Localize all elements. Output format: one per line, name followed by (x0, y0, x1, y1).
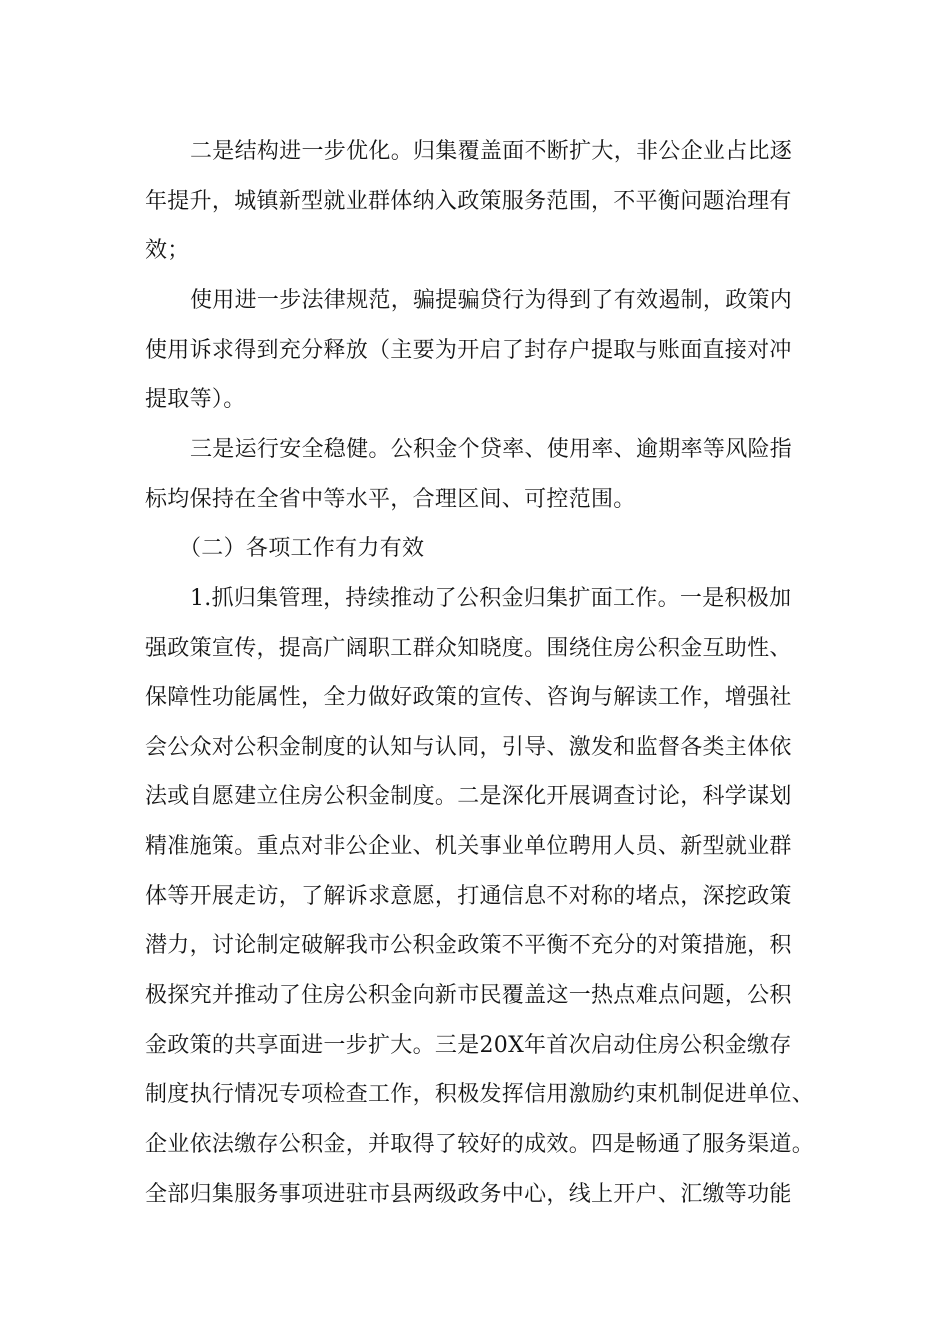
paragraph-line: 强政策宣传，提高广阔职工群众知晓度。围绕住房公积金互助性、 (145, 636, 792, 661)
section-heading: （二）各项工作有力有效 (179, 536, 425, 561)
paragraph-line: 全部归集服务事项进驻市县两级政务中心，线上开户、汇缴等功能 (145, 1182, 792, 1207)
paragraph-line: 企业依法缴存公积金，并取得了较好的成效。四是畅通了服务渠道。 (145, 1132, 815, 1157)
paragraph-line: 精准施策。重点对非公企业、机关事业单位聘用人员、新型就业群 (145, 834, 792, 859)
paragraph-line: 体等开展走访，了解诉求意愿，打通信息不对称的堵点，深挖政策 (145, 884, 792, 909)
paragraph-line: 保障性功能属性，全力做好政策的宣传、咨询与解读工作，增强社 (145, 685, 792, 710)
paragraph-line: 金政策的共享面进一步扩大。三是20X年首次启动住房公积金缴存 (145, 1033, 792, 1058)
paragraph-line: 极探究并推动了住房公积金向新市民覆盖这一热点难点问题，公积 (145, 983, 792, 1008)
paragraph-line: 法或自愿建立住房公积金制度。二是深化开展调查讨论，科学谋划 (145, 784, 792, 809)
paragraph-line: 标均保持在全省中等水平，合理区间、可控范围。 (145, 487, 636, 512)
paragraph-line: 1.抓归集管理，持续推动了公积金归集扩面工作。一是积极加 (190, 586, 792, 611)
paragraph-line: 会公众对公积金制度的认知与认同，引导、激发和监督各类主体依 (145, 735, 792, 760)
paragraph-line: 使用诉求得到充分释放（主要为开启了封存户提取与账面直接对冲 (145, 338, 792, 363)
paragraph-line: 使用进一步法律规范，骗提骗贷行为得到了有效遏制，政策内 (190, 288, 793, 313)
paragraph-line: 提取等）。 (145, 387, 246, 412)
paragraph-line: 年提升，城镇新型就业群体纳入政策服务范围，不平衡问题治理有 (145, 189, 792, 214)
paragraph-line: 三是运行安全稳健。公积金个贷率、使用率、逾期率等风险指 (190, 437, 793, 462)
paragraph-line: 制度执行情况专项检查工作，积极发挥信用激励约束机制促进单位、 (145, 1082, 815, 1107)
paragraph-line: 效； (145, 238, 190, 263)
paragraph-line: 二是结构进一步优化。归集覆盖面不断扩大，非公企业占比逐 (190, 139, 793, 164)
paragraph-line: 潜力，讨论制定破解我市公积金政策不平衡不充分的对策措施，积 (145, 933, 792, 958)
